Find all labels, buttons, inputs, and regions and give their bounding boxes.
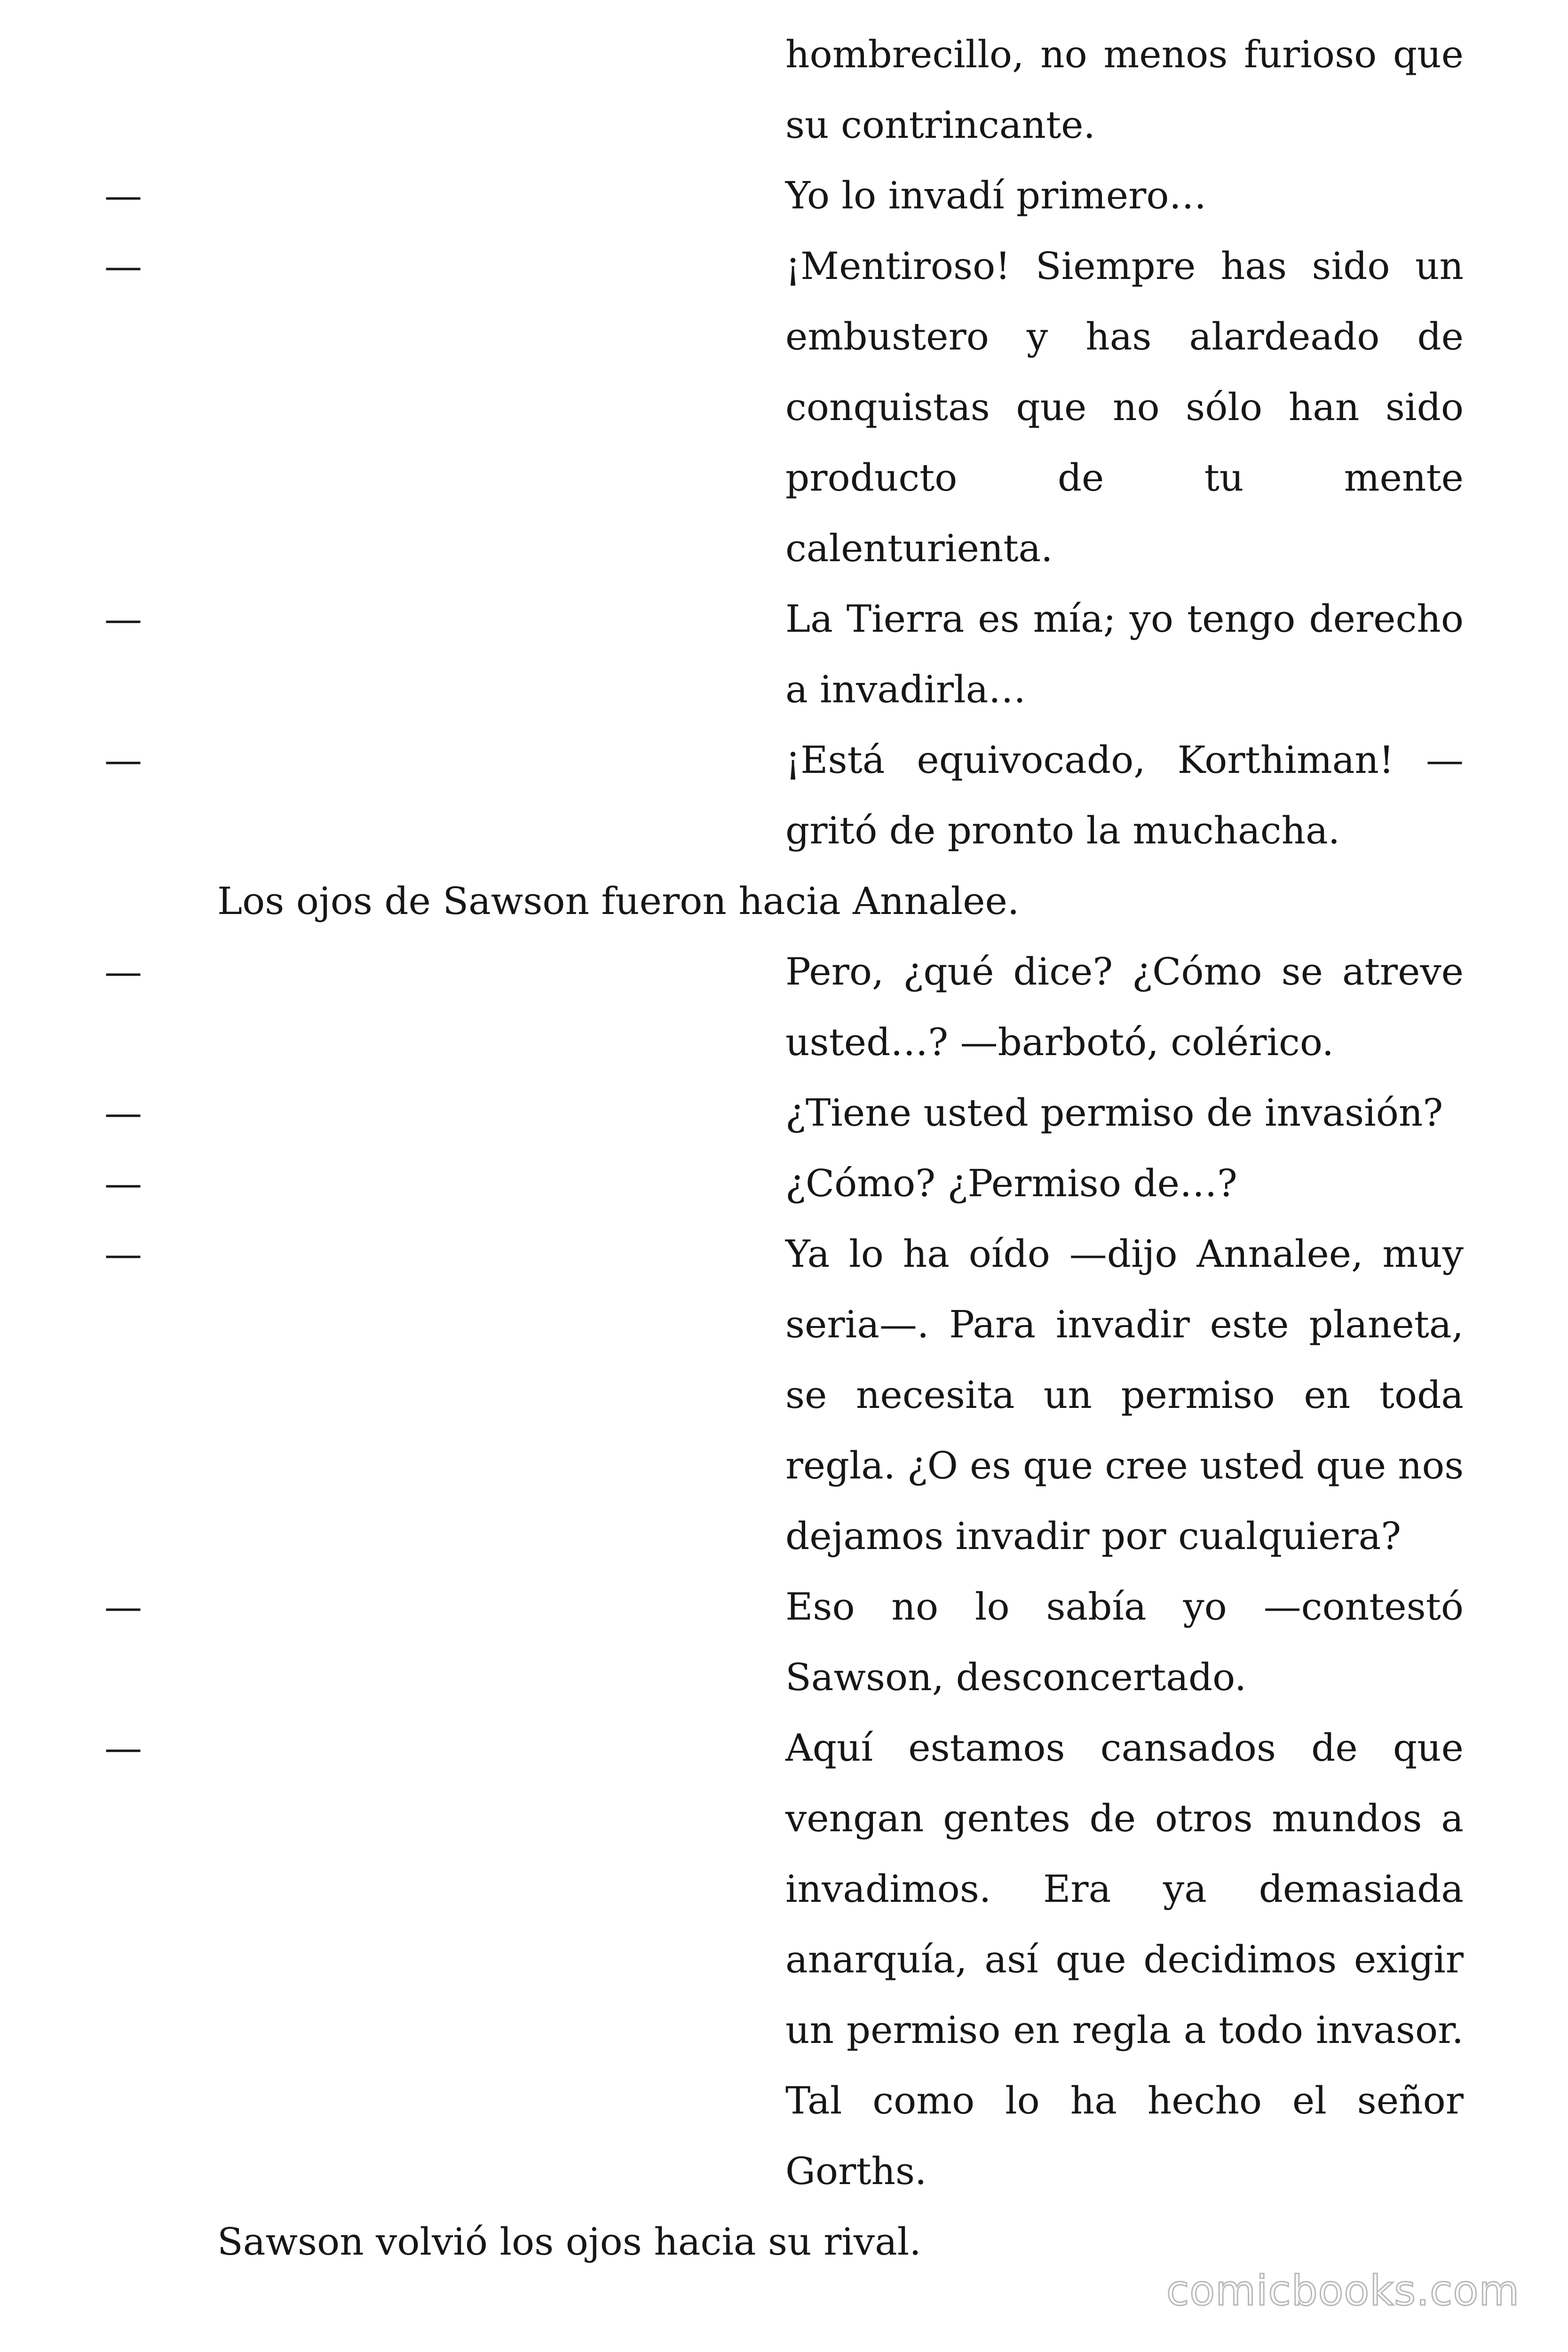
text-line: gritó de pronto la muchacha. — [785, 809, 1340, 852]
paragraph-text — [785, 937, 1464, 1078]
text-line: hombrecillo, no menos furioso que — [785, 32, 1464, 76]
paragraph-text — [785, 725, 1464, 866]
narration-line: Sawson volvió los ojos hacia su rival. — [217, 2220, 921, 2264]
dialogue-dash: — — [104, 597, 142, 641]
text-line: vengan gentes de otros mundos a — [785, 1796, 1464, 1840]
paragraph-text — [785, 1219, 1464, 1572]
text-line: anarquía, así que decidimos exigir — [785, 1938, 1464, 1981]
text-line: Yo lo invadí primero… — [785, 174, 1207, 217]
text-line: calenturienta. — [785, 526, 1053, 570]
text-line: Eso no lo sabía yo —contestó — [785, 1585, 1464, 1629]
narration-line: Los ojos de Sawson fueron hacia Annalee. — [217, 879, 1020, 923]
text-line: Gorths. — [785, 2149, 927, 2193]
text-line: Sawson, desconcertado. — [785, 1655, 1247, 1699]
text-line: se necesita un permiso en toda — [785, 1373, 1464, 1417]
text-line: seria—. Para invadir este planeta, — [785, 1303, 1464, 1346]
dialogue-dash: — — [104, 1091, 142, 1135]
text-line: Tal como lo ha hecho el señor — [785, 2079, 1464, 2122]
dialogue-dash: — — [104, 244, 142, 288]
text-line: ¿Tiene usted permiso de invasión? — [785, 1091, 1443, 1135]
text-line: ¿Cómo? ¿Permiso de…? — [785, 1161, 1237, 1205]
text-line: su contrincante. — [785, 103, 1095, 147]
paragraph-text — [785, 160, 1464, 231]
paragraph-text — [785, 231, 1464, 584]
dialogue-dash: — — [104, 1726, 142, 1770]
paragraph-text — [785, 1713, 1464, 2207]
paragraph-text — [785, 1148, 1464, 1219]
text-line: usted…? —barbotó, colérico. — [785, 1020, 1334, 1064]
paragraph-text — [785, 584, 1464, 725]
dialogue-dash: — — [104, 950, 142, 993]
paragraph-text — [785, 1078, 1464, 1148]
text-line: Pero, ¿qué dice? ¿Cómo se atreve — [785, 950, 1464, 993]
dialogue-dash: — — [104, 1161, 142, 1205]
paragraph-text — [785, 19, 1464, 160]
text-line: Aquí estamos cansados de que — [785, 1726, 1464, 1770]
text-line: Ya lo ha oído —dijo Annalee, muy — [785, 1232, 1464, 1276]
text-line: ¡Mentiroso! Siempre has sido un — [785, 244, 1464, 288]
dialogue-dash: — — [104, 174, 142, 217]
dialogue-dash: — — [104, 1232, 142, 1276]
text-line: un permiso en regla a todo invasor. — [785, 2008, 1464, 2052]
text-line: invadimos. Era ya demasiada — [785, 1867, 1464, 1911]
text-line: embustero y has alardeado de — [785, 315, 1464, 358]
dialogue-dash: — — [104, 738, 142, 782]
watermark-text: comicbooks.com — [1166, 2266, 1520, 2315]
text-line: producto de tu mente — [785, 456, 1464, 500]
text-line: conquistas que no sólo han sido — [785, 385, 1464, 429]
text-line: ¡Está equivocado, Korthiman! — — [785, 738, 1464, 782]
text-line: a invadirla… — [785, 667, 1026, 711]
dialogue-dash: — — [104, 1585, 142, 1629]
text-line: dejamos invadir por cualquiera? — [785, 1514, 1402, 1558]
paragraph-text — [785, 1572, 1464, 1713]
text-line: regla. ¿O es que cree usted que nos — [785, 1444, 1464, 1487]
text-line: La Tierra es mía; yo tengo derecho — [785, 597, 1464, 641]
